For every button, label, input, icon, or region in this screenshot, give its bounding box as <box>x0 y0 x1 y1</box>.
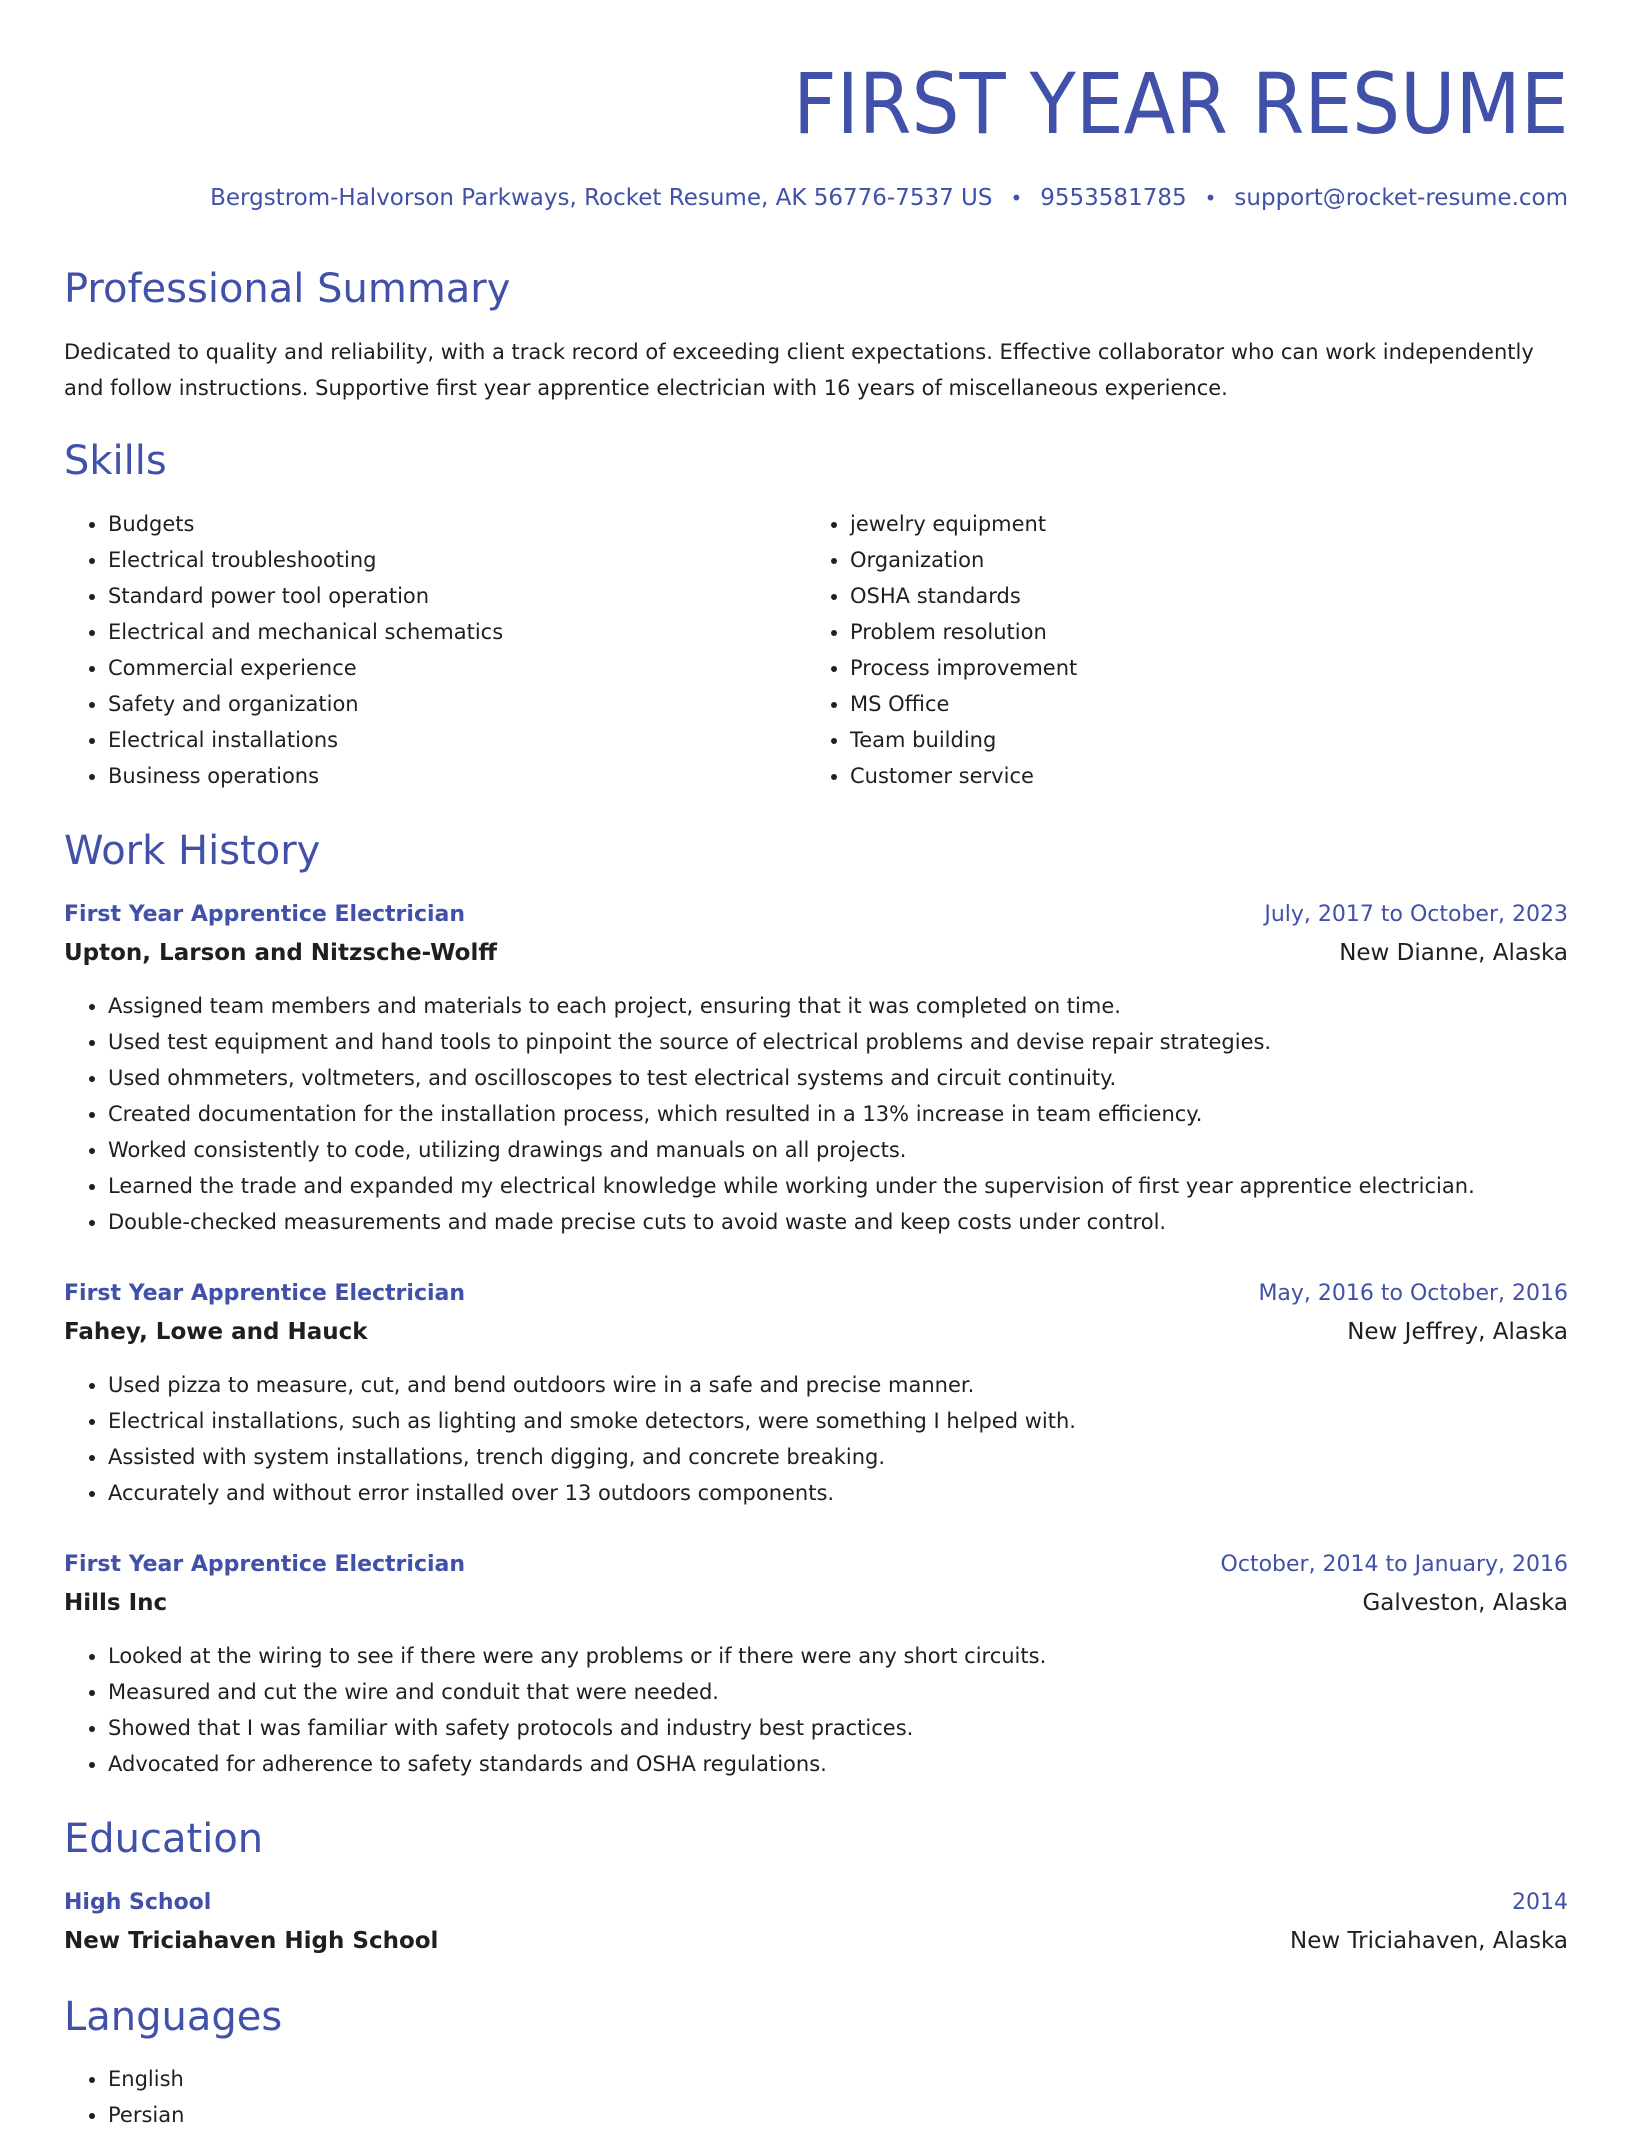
job-bullet: • Advocated for adherence to safety standards and OSHA regulations. <box>108 1746 1568 1782</box>
job-location: New Jeffrey, Alaska <box>1347 1319 1568 1345</box>
job-entry <box>64 896 1568 1240</box>
job-bullet: • Accurately and without error installed over 13 outdoors components. <box>108 1475 1568 1511</box>
skill-item: • Safety and organization <box>108 686 806 722</box>
job-role: First Year Apprentice Electrician <box>64 1281 466 1306</box>
education-entry <box>64 1884 1568 1960</box>
contact-phone: 9553581785 <box>1040 185 1187 211</box>
languages-list <box>64 2061 1568 2133</box>
job-role: First Year Apprentice Electrician <box>64 902 466 927</box>
skill-item: • Problem resolution <box>850 614 1548 650</box>
skill-item: • Electrical troubleshooting <box>108 542 806 578</box>
summary-text: Dedicated to quality and reliability, with a track record of exceeding client expectations. Effective collaborator who can work independently and follow instructions. Supportive first year apprentice electrician with 16 years of miscellaneous experience. <box>64 340 1534 400</box>
work-history-heading: Work History <box>64 828 321 874</box>
job-bullet: • Created documentation for the installation process, which resulted in a 13% increase in team efficiency. <box>108 1096 1568 1132</box>
job-bullets <box>64 1367 1568 1511</box>
job-company: Fahey, Lowe and Hauck <box>64 1319 368 1345</box>
education-degree: High School <box>64 1890 212 1915</box>
skills-columns <box>64 506 1568 794</box>
languages-heading: Languages <box>64 1994 283 2040</box>
contact-separator: • <box>1204 186 1217 210</box>
job-entry <box>64 1546 1568 1782</box>
skill-item: • Team building <box>850 722 1548 758</box>
job-role: First Year Apprentice Electrician <box>64 1552 466 1577</box>
language-item: • English <box>108 2061 1568 2097</box>
job-company: Upton, Larson and Nitzsche-Wolff <box>64 940 498 966</box>
education-location: New Triciahaven, Alaska <box>1290 1928 1568 1954</box>
skill-item: • OSHA standards <box>850 578 1548 614</box>
skill-item: • Business operations <box>108 758 806 794</box>
education-school: New Triciahaven High School <box>64 1928 439 1954</box>
job-bullet: • Used ohmmeters, voltmeters, and oscilloscopes to test electrical systems and circuit continuity. <box>108 1060 1568 1096</box>
job-entry <box>64 1275 1568 1511</box>
job-dates: October, 2014 to January, 2016 <box>1220 1552 1568 1577</box>
job-bullet: • Looked at the wiring to see if there were any problems or if there were any short circuits. <box>108 1638 1568 1674</box>
job-bullet: • Double-checked measurements and made precise cuts to avoid waste and keep costs under control. <box>108 1204 1568 1240</box>
skill-item: • Process improvement <box>850 650 1548 686</box>
job-bullet: • Assigned team members and materials to each project, ensuring that it was completed on time. <box>108 988 1568 1024</box>
skill-item: • Standard power tool operation <box>108 578 806 614</box>
job-bullet: • Worked consistently to code, utilizing drawings and manuals on all projects. <box>108 1132 1568 1168</box>
contact-separator: • <box>1010 186 1023 210</box>
job-bullet: • Electrical installations, such as lighting and smoke detectors, were something I helped with. <box>108 1403 1568 1439</box>
languages-section <box>64 2061 1568 2133</box>
job-bullet: • Assisted with system installations, trench digging, and concrete breaking. <box>108 1439 1568 1475</box>
education-year: 2014 <box>1512 1890 1568 1915</box>
job-bullet: • Used test equipment and hand tools to pinpoint the source of electrical problems and devise repair strategies. <box>108 1024 1568 1060</box>
skill-item: • Electrical and mechanical schematics <box>108 614 806 650</box>
skill-item: • jewelry equipment <box>850 506 1548 542</box>
job-dates: May, 2016 to October, 2016 <box>1258 1281 1568 1306</box>
skill-item: • Organization <box>850 542 1548 578</box>
skills-list-left <box>64 506 806 794</box>
job-bullet: • Showed that I was familiar with safety protocols and industry best practices. <box>108 1710 1568 1746</box>
job-bullet: • Measured and cut the wire and conduit that were needed. <box>108 1674 1568 1710</box>
education-heading: Education <box>64 1816 264 1862</box>
skill-item: • Budgets <box>108 506 806 542</box>
skill-item: • Commercial experience <box>108 650 806 686</box>
job-dates: July, 2017 to October, 2023 <box>1264 902 1568 927</box>
job-bullet: • Used pizza to measure, cut, and bend outdoors wire in a safe and precise manner. <box>108 1367 1568 1403</box>
skills-list-right <box>806 506 1548 794</box>
job-company: Hills Inc <box>64 1590 168 1616</box>
job-bullets <box>64 988 1568 1240</box>
job-bullets <box>64 1638 1568 1782</box>
skill-item: • Customer service <box>850 758 1548 794</box>
resume-title: FIRST YEAR RESUME <box>792 55 1568 153</box>
language-item: • Persian <box>108 2097 1568 2133</box>
summary-heading: Professional Summary <box>64 266 511 312</box>
job-location: New Dianne, Alaska <box>1339 940 1568 966</box>
contact-email: support@rocket-resume.com <box>1234 185 1568 211</box>
contact-line <box>210 178 1568 218</box>
contact-address: Bergstrom-Halvorson Parkways, Rocket Resume, AK 56776-7537 US <box>210 185 993 211</box>
skill-item: • MS Office <box>850 686 1548 722</box>
job-location: Galveston, Alaska <box>1362 1590 1568 1616</box>
skill-item: • Electrical installations <box>108 722 806 758</box>
skills-heading: Skills <box>64 438 167 484</box>
job-bullet: • Learned the trade and expanded my electrical knowledge while working under the supervision of first year apprentice electrician. <box>108 1168 1568 1204</box>
